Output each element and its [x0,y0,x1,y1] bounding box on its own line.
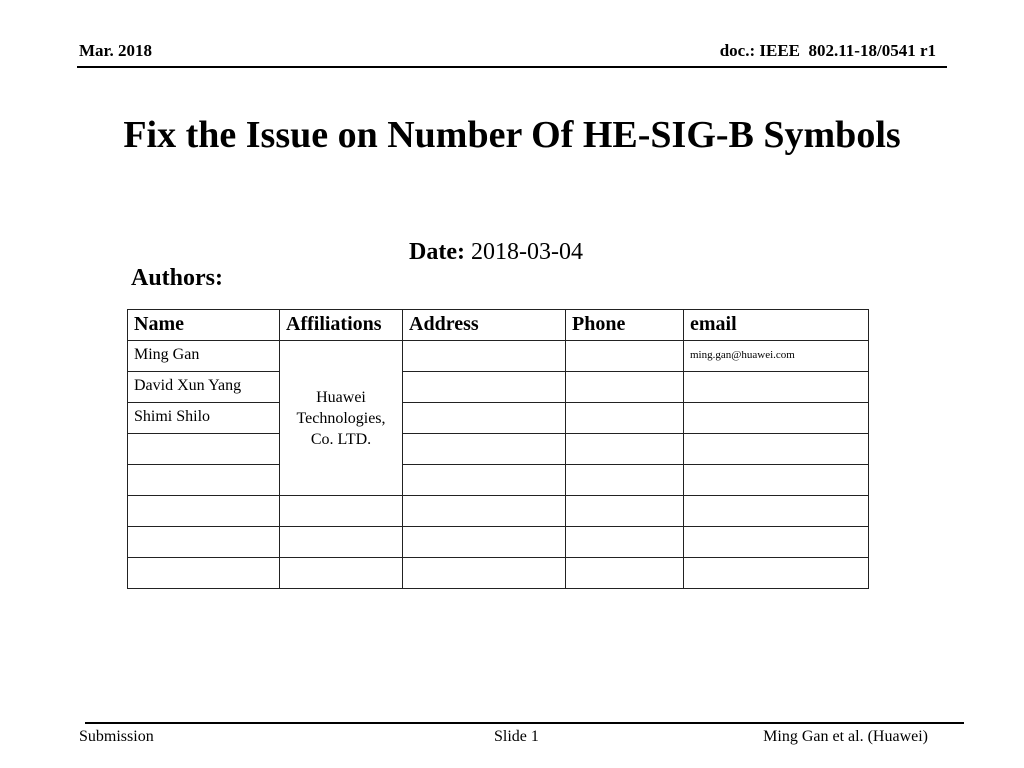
cell-email [684,527,869,558]
cell-name [128,465,280,496]
cell-phone [566,527,684,558]
affiliation-line: Technologies, [296,409,386,427]
cell-phone [566,372,684,403]
cell-address [403,403,566,434]
cell-phone [566,465,684,496]
cell-address [403,341,566,372]
header-date: Mar. 2018 [79,41,153,60]
cell-address [403,465,566,496]
affiliation-line: Co. LTD. [310,430,372,448]
table-row [128,341,869,372]
table-row [128,527,869,558]
cell-name [128,434,280,465]
table-row [128,372,869,403]
cell-affiliation [280,341,403,496]
table-row [128,496,869,527]
date-line [409,239,583,266]
footer-divider [85,722,964,724]
table-row [128,558,869,589]
table-row [128,465,869,496]
footer-slide-number: Slide 1 [494,728,539,745]
affiliation-line: Huawei [316,388,366,406]
table-row [128,434,869,465]
cell-affiliation [280,527,403,558]
cell-address [403,372,566,403]
cell-email [684,465,869,496]
cell-email [684,496,869,527]
cell-phone [566,403,684,434]
column-header-name: Name [128,310,280,341]
table-header-row [128,310,869,341]
cell-name [128,527,280,558]
date-value: 2018-03-04 [464,239,583,265]
cell-phone [566,496,684,527]
header-doc-id: doc.: IEEE 802.11-18/0541 r1 [719,41,936,60]
footer-author: Ming Gan et al. (Huawei) [763,728,928,745]
footer-submission: Submission [79,728,154,745]
cell-affiliation [280,558,403,589]
cell-affiliation [280,496,403,527]
cell-name: David Xun Yang [128,372,280,403]
cell-address [403,558,566,589]
column-header-address: Address [403,310,566,341]
slide-title: Fix the Issue on Number Of HE-SIG-B Symbols [123,114,901,156]
cell-email [684,434,869,465]
cell-address [403,434,566,465]
cell-name: Shimi Shilo [128,403,280,434]
cell-name [128,496,280,527]
table-row [128,403,869,434]
cell-name: Ming Gan [128,341,280,372]
date-label: Date: [409,239,465,265]
cell-phone [566,558,684,589]
authors-heading: Authors: [131,265,224,291]
cell-email [684,403,869,434]
cell-email [684,372,869,403]
authors-table [127,309,869,589]
cell-name [128,558,280,589]
column-header-affiliations: Affiliations [280,310,403,341]
cell-email [684,558,869,589]
column-header-email: email [684,310,869,341]
cell-email: ming.gan@huawei.com [684,341,869,372]
column-header-phone: Phone [566,310,684,341]
header-divider [77,66,947,68]
cell-address [403,527,566,558]
cell-phone [566,341,684,372]
cell-address [403,496,566,527]
cell-phone [566,434,684,465]
